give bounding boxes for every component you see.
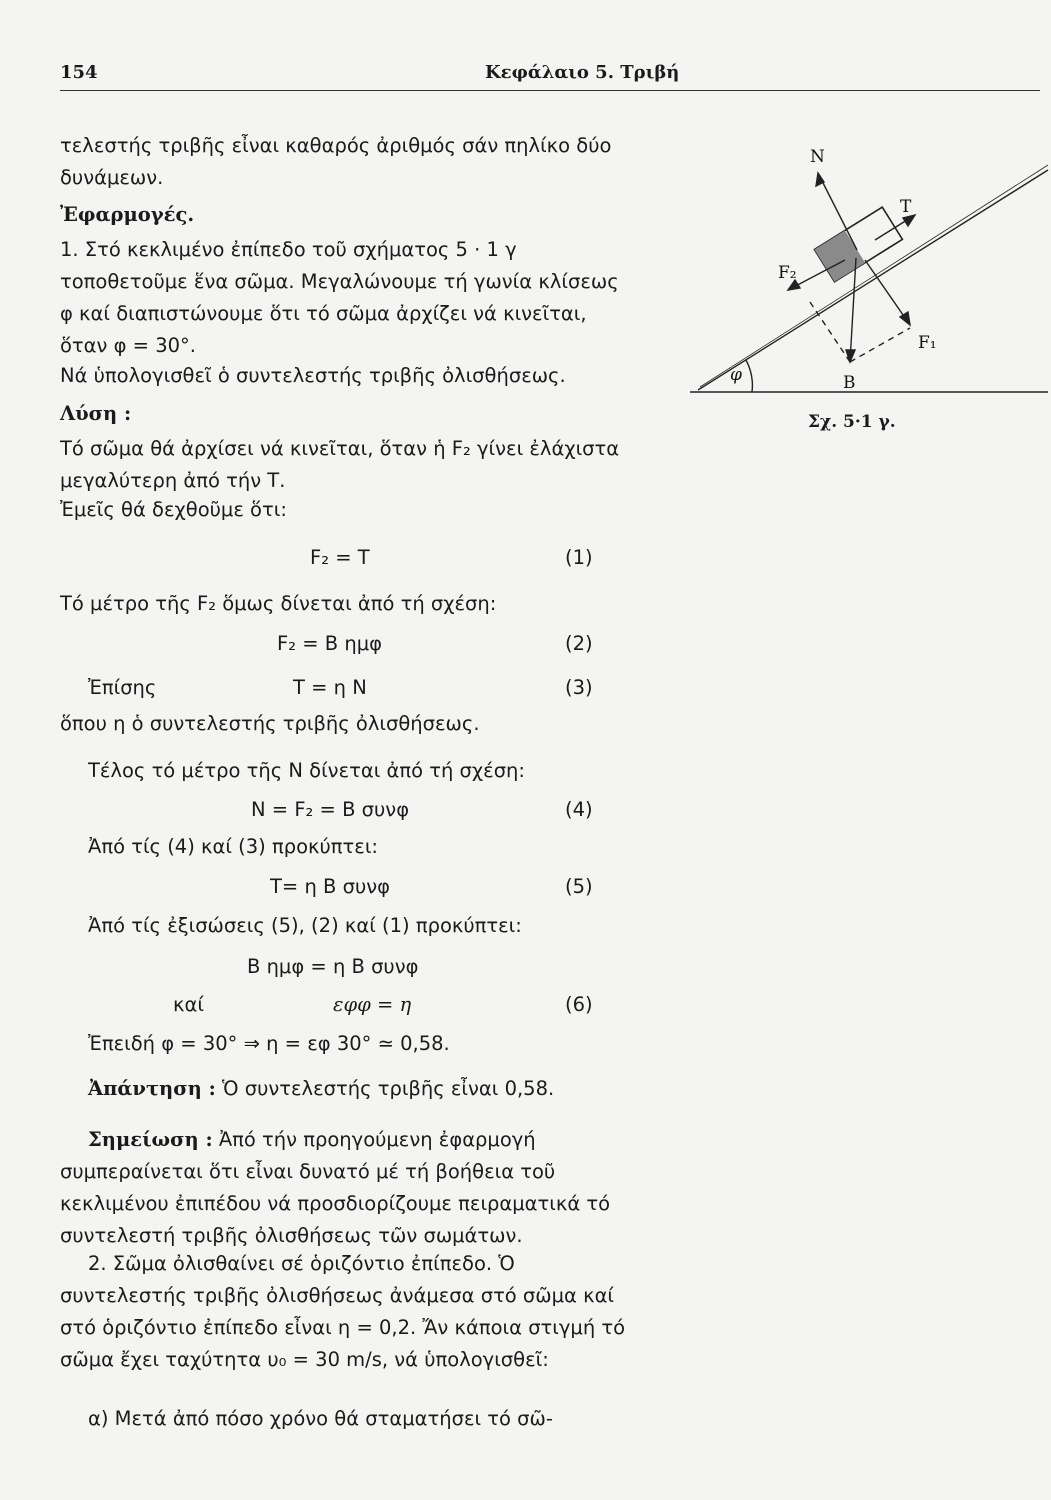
equation-2-number: (2) (565, 632, 593, 655)
label-phi: φ (730, 365, 742, 385)
equation-1: F₂ = T (310, 546, 370, 569)
also-label: Ἐπίσης (88, 676, 157, 699)
solution-paragraph-2: Ἐμεῖς θά δεχθοῦμε ὅτι: (60, 498, 287, 521)
equation-5-number: (5) (565, 875, 593, 898)
label-N: N (810, 147, 825, 167)
label-B: B (843, 373, 856, 393)
solution-label: Λύση : (60, 402, 132, 425)
note-text: Ἀπό τήν προηγούμενη ἐφαρμογή συμπεραίνεται ὅτι εἶναι δυνατό μέ τή βοήθεια τοῦ κεκλιμένου ἐπιπέδου νά προσδιορίζουμε πειραματικά τό συντελεστή τριβῆς ὀλισθήσεως τῶν σωμάτων. (60, 1128, 611, 1247)
construction-line-1 (810, 302, 850, 362)
incline-line (698, 170, 1048, 390)
note-paragraph (60, 1124, 630, 1252)
solution-paragraph-1: Τό σῶμα θά ἀρχίσει νά κινεῖται, ὅταν ἡ F₂ γίνει ἐλάχιστα μεγαλύτερη ἀπό τήν Τ. (60, 437, 620, 492)
equation-4: N = F₂ = Β συνφ (251, 798, 410, 821)
intro-paragraph: τελεστής τριβῆς εἶναι καθαρός ἀριθμός σάν πηλίκο δύο δυνάμεων. (60, 134, 612, 189)
equation-6a: Β ημφ = η Β συνφ (247, 955, 419, 978)
equation-5: T= η Β συνφ (270, 875, 390, 898)
solution-paragraph-5: Τέλος τό μέτρο τῆς Ν δίνεται ἀπό τή σχέση: (88, 759, 525, 782)
equation-4-number: (4) (565, 798, 593, 821)
application-2-text: 2. Σῶμα ὀλισθαίνει σέ ὁριζόντιο ἐπίπεδο. Ὁ συντελεστής τριβῆς ὀλισθήσεως ἀνάμεσα στό σῶμα καί στό ὁριζόντιο ἐπίπεδο εἶναι η = 0,2. Ἄν κάποια στιγμή τό σῶμα ἔχει ταχύτητα υ₀ = 30 m/s, νά ὑπολογισθεῖ: (60, 1252, 626, 1371)
label-F1: F₁ (918, 333, 937, 353)
B-vector (850, 258, 856, 362)
solution-paragraph-3: Τό μέτρο τῆς F₂ ὅμως δίνεται ἀπό τή σχέση: (60, 592, 497, 615)
inclined-plane-figure (660, 140, 1050, 420)
application-2-part-a: α) Μετά ἀπό πόσο χρόνο θά σταματήσει τό σῶ- (88, 1407, 553, 1430)
page-header (60, 62, 1050, 92)
page-number: 154 (60, 62, 98, 83)
equation-3-number: (3) (565, 676, 593, 699)
figure-caption: Σχ. 5·1 γ. (808, 412, 896, 432)
equation-6-number: (6) (565, 993, 593, 1016)
answer-line (88, 1077, 554, 1100)
answer-label: Ἀπάντηση : (88, 1077, 216, 1100)
chapter-title: Κεφάλαιο 5. Τριβή (485, 62, 680, 83)
angle-arc (746, 360, 752, 392)
label-F2: F₂ (778, 263, 797, 283)
equation-1-number: (1) (565, 546, 593, 569)
applications-heading: Ἐφαρμογές. (60, 203, 195, 226)
equation-2: F₂ = Β ημφ (277, 632, 382, 655)
label-T: T (900, 197, 912, 217)
solution-paragraph-4: ὅπου η ὁ συντελεστής τριβῆς ὀλισθήσεως. (60, 712, 480, 735)
incline-line-2 (700, 165, 1048, 387)
header-rule (60, 90, 1040, 91)
equation-3: T = η Ν (293, 676, 367, 699)
construction-line-2 (850, 328, 910, 362)
application-1-question: Νά ὑπολογισθεῖ ὁ συντελεστής τριβῆς ὀλισθήσεως. (60, 364, 566, 387)
solution-paragraph-6: Ἀπό τίς (4) καί (3) προκύπτει: (88, 835, 378, 858)
note-label: Σημείωση : (88, 1128, 213, 1151)
and-label: καί (173, 993, 204, 1016)
equation-6b: εφφ = η (333, 993, 412, 1016)
answer-text: Ὁ συντελεστής τριβῆς εἶναι 0,58. (221, 1077, 555, 1100)
solution-paragraph-8: Ἐπειδή φ = 30° ⇒ η = εφ 30° ≃ 0,58. (88, 1032, 450, 1055)
application-1-text: 1. Στό κεκλιμένο ἐπίπεδο τοῦ σχήματος 5 · 1 γ τοποθετοῦμε ἕνα σῶμα. Μεγαλώνουμε τή γωνία κλίσεως φ καί διαπιστώνουμε ὅτι τό σῶμα ἀρχίζει νά κινεῖται, ὅταν φ = 30°. (60, 238, 619, 357)
solution-paragraph-7: Ἀπό τίς ἐξισώσεις (5), (2) καί (1) προκύπτει: (88, 914, 522, 937)
